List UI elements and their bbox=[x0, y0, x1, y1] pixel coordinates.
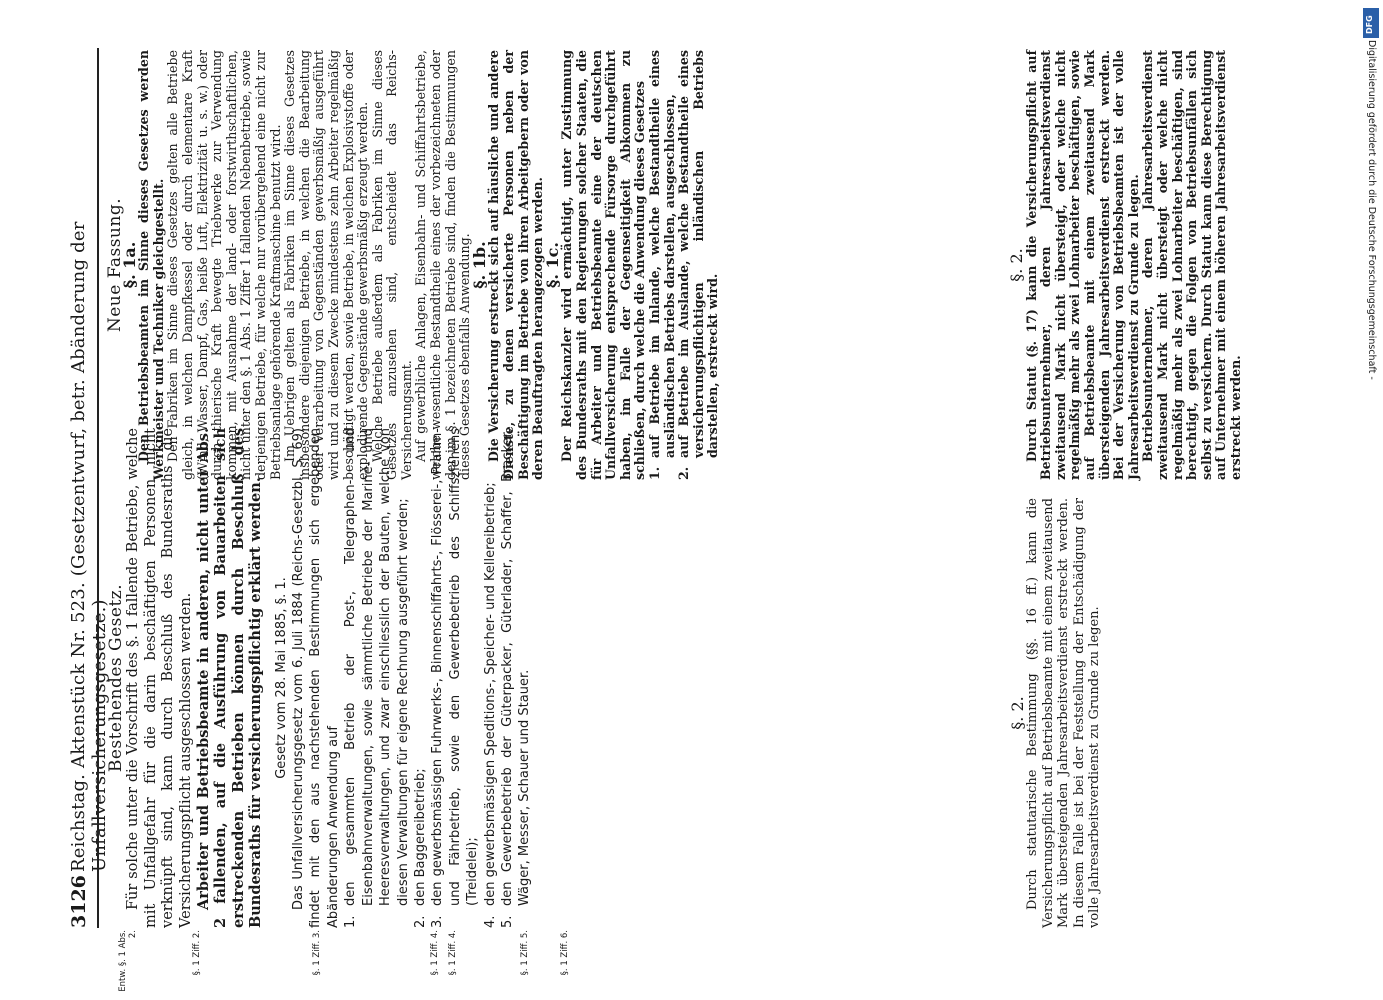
paragraph: Für solche unter die Vorschrift des §. 1 fallende Betriebe, welche mit Unfallgefahr für die darin beschäftigten Personen nicht verknüpft sind, kann durch Beschluß des Bundesraths die Versicherungspflicht ausgeschlossen werden. bbox=[125, 428, 194, 928]
section-title: §. 2. bbox=[1008, 696, 1027, 730]
list-item: 4. den gewerbsmässigen Speditions-, Speicher- und Kellereibetrieb; bbox=[482, 482, 498, 928]
digitization-note bbox=[1363, 40, 1377, 920]
margin-ref: §. 1 Ziff. 4. bbox=[430, 930, 440, 976]
digitization-text: Digitalisierung gefördert durch die Deutsche Forschungsgemeinschaft - bbox=[1366, 40, 1377, 380]
margin-ref: §. 1 Ziff. 4. bbox=[448, 930, 458, 976]
paragraph: Betriebsunternehmer, deren Jahresarbeitsverdienst zweitausend Mark nicht übersteigt oder welche nicht regelmäßig mehr als zwei Lohnarbeiter beschäftigen, sind berechtigt, gegen die Folgen von Betriebsunfällen sich selbst zu versichern. Durch Statut kann diese Berechtigung auf Unternehmer mit einem höheren Jahresarbeitsverdienst erstreckt werden. bbox=[1140, 50, 1243, 480]
list-item: 1. den gesammten Betrieb der Post-, Telegraphen- und Eisenbahnverwaltungen, sowie sämmtliche Betriebe der Marine- und Heeresverwaltungen, und zwar einschliesslich der Bauten, welche von diesen Verwaltungen für eigene Rechnung ausgeführt werden; bbox=[343, 428, 411, 928]
margin-ref: §. 1 Ziff. 5. bbox=[520, 930, 530, 976]
list-item: 3. den gewerbsmässigen Fuhrwerks-, Binnenschiffahrts-, Flösserei-, Prahm- und Fährbetrieb, sowie den Gewerbebetrieb des Schiffsziehens (Treidelei); bbox=[430, 428, 481, 928]
new-version-column bbox=[105, 50, 721, 480]
paragraph: Welche Betriebe außerdem als Fabriken im Sinne dieses Gesetzes anzusehen sind, entscheidet das Reichs-Versicherungsamt. bbox=[369, 50, 414, 480]
paragraph: Arbeiter und Betriebsbeamte in anderen, nicht unter Abs. 2 fallenden, auf die Ausführung von Bauarbeiten sich erstreckenden Betrieben können durch Beschluß des Bundesraths für versicherungspflichtig erklärt werden. bbox=[195, 428, 265, 928]
header-rule bbox=[97, 48, 99, 928]
section-title: §. 1a. bbox=[119, 241, 139, 289]
list-item: 2. auf Betriebe im Auslande, welche Bestandtheile eines versicherungspflichtigen inländischen Betriebs darstellen, erstreckt wird. bbox=[676, 50, 721, 480]
column-heading-existing: Bestehendes Gesetz. bbox=[106, 583, 126, 773]
margin-ref: §. 1 Ziff. 6. bbox=[560, 930, 570, 976]
page-title: Reichstag. Aktenstück Nr. 523. (Gesetzentwurf, betr. Abänderung der Unfallversicherungsgesetze.) bbox=[68, 221, 110, 872]
list-item: 2. den Baggereibetrieb; bbox=[412, 768, 428, 928]
paragraph: Den Fabriken im Sinne dieses Gesetzes gelten alle Betriebe gleich, in welchen Dampfkessel oder durch elementare Kraft (Wind, Wasser, Dampf, Gas, heiße Luft, Elektrizität u. s. w.) oder durch thierische Kraft bewegte Triebwerke zur Verwendung kommen, mit Ausnahme der land- oder forstwirthschaftlichen, nicht unter den §. 1 Abs. 1 Ziffer 1 fallenden Nebenbetriebe, sowie derjenigen Betriebe, für welche nur vorübergehend eine nicht zur Betriebsanlage gehörende Kraftmaschine benutzt wird. bbox=[165, 50, 283, 480]
paragraph: Im Uebrigen gelten als Fabriken im Sinne dieses Gesetzes insbesondere diejenigen Betriebe, in welchen die Bearbeitung oder Verarbeitung von Gegenständen gewerbsmäßig ausgeführt wird und zu diesem Zwecke mindestens zehn Arbeiter regelmäßig beschäftigt werden, sowie Betriebe, in welchen Explosivstoffe oder explodirende Gegenstände gewerbsmäßig erzeugt werden. bbox=[282, 50, 371, 480]
list-item: 1. auf Betriebe im Inlande, welche Bestandtheile eines ausländischen Betriebs darstellen, ausgeschlossen, bbox=[646, 50, 677, 480]
margin-ref: Entw. §. 1 Abs. 2. bbox=[118, 930, 138, 992]
new-version-s2 bbox=[1007, 50, 1244, 480]
paragraph: Auf gewerbliche Anlagen, Eisenbahn- und Schiffahrtsbetriebe, welche wesentliche Bestandtheile eines der vorbezeichneten oder der im §. 1 bezeichneten Betriebe sind, finden die Bestimmungen dieses Gesetzes ebenfalls Anwendung. bbox=[413, 50, 473, 480]
dfg-logo: DFG bbox=[1363, 8, 1379, 38]
margin-ref: §. 1 Ziff. 3. bbox=[312, 930, 322, 976]
existing-law-column bbox=[108, 428, 534, 928]
law-title: Gesetz vom 28. Mai 1885, §. 1. bbox=[273, 577, 289, 779]
paragraph: Den Betriebsbeamten im Sinne dieses Gesetzes werden Werkmeister und Techniker gleichgestellt. bbox=[136, 50, 166, 480]
existing-law-s2 bbox=[1010, 498, 1102, 928]
paragraph: Der Reichskanzler wird ermächtigt, unter Zustimmung des Bundesraths mit den Regierungen solcher Staaten, die für Arbeiter und Betriebsbeamte eine der deutschen Unfallversicherung entsprechende Fürsorge durchgeführt haben, im Falle der Gegenseitigkeit Abkommen zu schließen, durch welche die Anwendung dieses Gesetzes bbox=[559, 50, 648, 480]
margin-ref: §. 1 Ziff. 2. bbox=[192, 930, 202, 976]
paragraph: Durch statutarische Bestimmung (§§. 16 ff.) kann die Versicherungspflicht auf Betriebsbeamte mit einem zweitausend Mark übersteigenden Jahresarbeitsverdienst erstreckt werden. In diesem Falle ist bei der Feststellung der Entschädigung der volle Jahresarbeitsverdienst zu Grunde zu legen. bbox=[1025, 498, 1103, 928]
section-title: §. 1b. bbox=[469, 241, 489, 289]
section-title: §. 1c. bbox=[542, 242, 562, 288]
paragraph: Die Versicherung erstreckt sich auf häusliche und andere Dienste, zu denen versicherte Personen neben der Beschäftigung im Betriebe von ihren Arbeitgebern oder von deren Beauftragten herangezogen werden. bbox=[486, 50, 546, 480]
page-header bbox=[68, 48, 110, 928]
list-item: 5. den Gewerbebetrieb der Güterpacker, Güterlader, Schaffer, Bracker, Wäger, Messer, Schauer und Stauer. bbox=[499, 428, 533, 928]
paragraph: Durch Statut (§. 17) kann die Versicherungspflicht auf Betriebsunternehmer, deren Jahresarbeitsverdienst zweitausend Mark nicht übersteigt, oder welche nicht regelmäßig mehr als zwei Lohnarbeiter beschäftigen, sowie auf Betriebsbeamte mit einem zweitausend Mark übersteigenden Jahresarbeitsverdienst erstreckt werden. Bei der Versicherung von Betriebsbeamten ist der volle Jahresarbeitsverdienst zu Grunde zu legen. bbox=[1023, 50, 1141, 480]
section-title: §. 2. bbox=[1007, 248, 1026, 282]
paragraph: Das Unfallversicherungsgesetz vom 6. Juli 1884 (Reichs-Gesetzbl. S. 69) findet mit den aus nachstehenden Bestimmungen sich ergebenden Abänderungen Anwendung auf bbox=[291, 428, 341, 928]
column-heading-new: Neue Fassung. bbox=[105, 197, 125, 333]
page-number: 3126 bbox=[68, 875, 90, 928]
